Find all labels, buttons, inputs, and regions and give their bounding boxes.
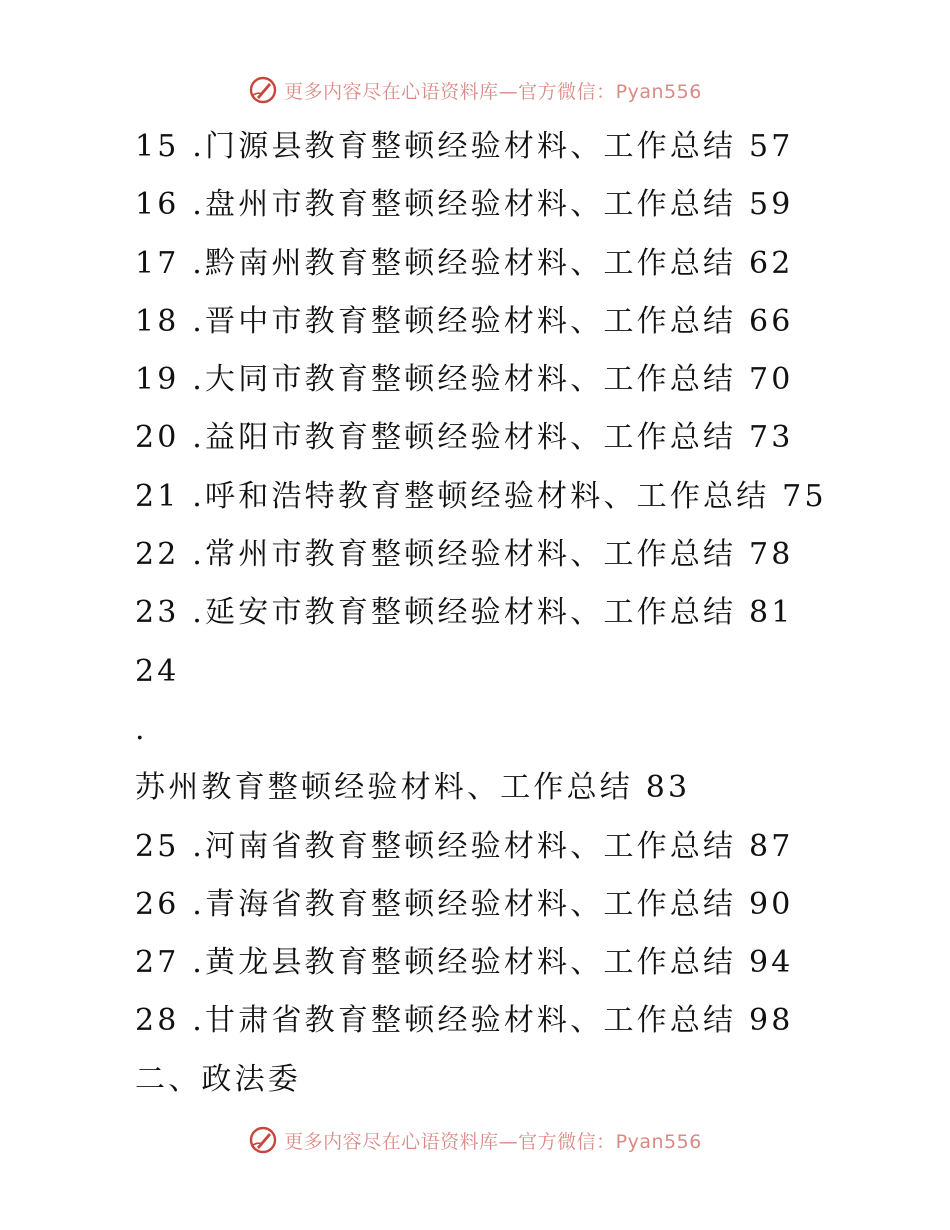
toc-entry: 25 .河南省教育整顿经验材料、工作总结 87 bbox=[135, 828, 794, 864]
watermark-text: 更多内容尽在心语资料库—官方微信：Pyan556 bbox=[284, 80, 702, 103]
toc-entry: 23 .延安市教育整顿经验材料、工作总结 81 bbox=[135, 595, 794, 631]
toc-entry: 19 .大同市教育整顿经验材料、工作总结 70 bbox=[135, 362, 794, 398]
toc-entry: 17 .黔南州教育整顿经验材料、工作总结 62 bbox=[135, 245, 794, 281]
toc-entry: 21 .呼和浩特教育整顿经验材料、工作总结 75 bbox=[135, 478, 827, 514]
toc-entry: 26 .青海省教育整顿经验材料、工作总结 90 bbox=[135, 886, 794, 922]
toc-entry-dot: . bbox=[135, 711, 148, 747]
toc-entry: 22 .常州市教育整顿经验材料、工作总结 78 bbox=[135, 537, 794, 573]
toc-entry: 16 .盘州市教育整顿经验材料、工作总结 59 bbox=[135, 187, 794, 223]
toc-entry: 18 .晋中市教育整顿经验材料、工作总结 66 bbox=[135, 303, 794, 339]
toc-entry: 28 .甘肃省教育整顿经验材料、工作总结 98 bbox=[135, 1003, 794, 1039]
quill-logo-icon bbox=[248, 1125, 278, 1155]
toc-entry: 15 .门源县教育整顿经验材料、工作总结 57 bbox=[135, 129, 794, 164]
section-heading: 二、政法委 bbox=[135, 1061, 301, 1097]
watermark-text: 更多内容尽在心语资料库—官方微信：Pyan556 bbox=[284, 1130, 702, 1153]
toc-entry: 27 .黄龙县教育整顿经验材料、工作总结 94 bbox=[135, 945, 794, 981]
toc-entry: 苏州教育整顿经验材料、工作总结 83 bbox=[135, 770, 691, 806]
toc-entry: 20 .益阳市教育整顿经验材料、工作总结 73 bbox=[135, 420, 794, 456]
watermark-header bbox=[0, 70, 950, 110]
quill-logo-icon bbox=[248, 75, 278, 105]
toc-entry-number: 24 bbox=[135, 653, 180, 689]
watermark-footer bbox=[0, 1120, 950, 1160]
table-of-contents bbox=[135, 118, 925, 1109]
